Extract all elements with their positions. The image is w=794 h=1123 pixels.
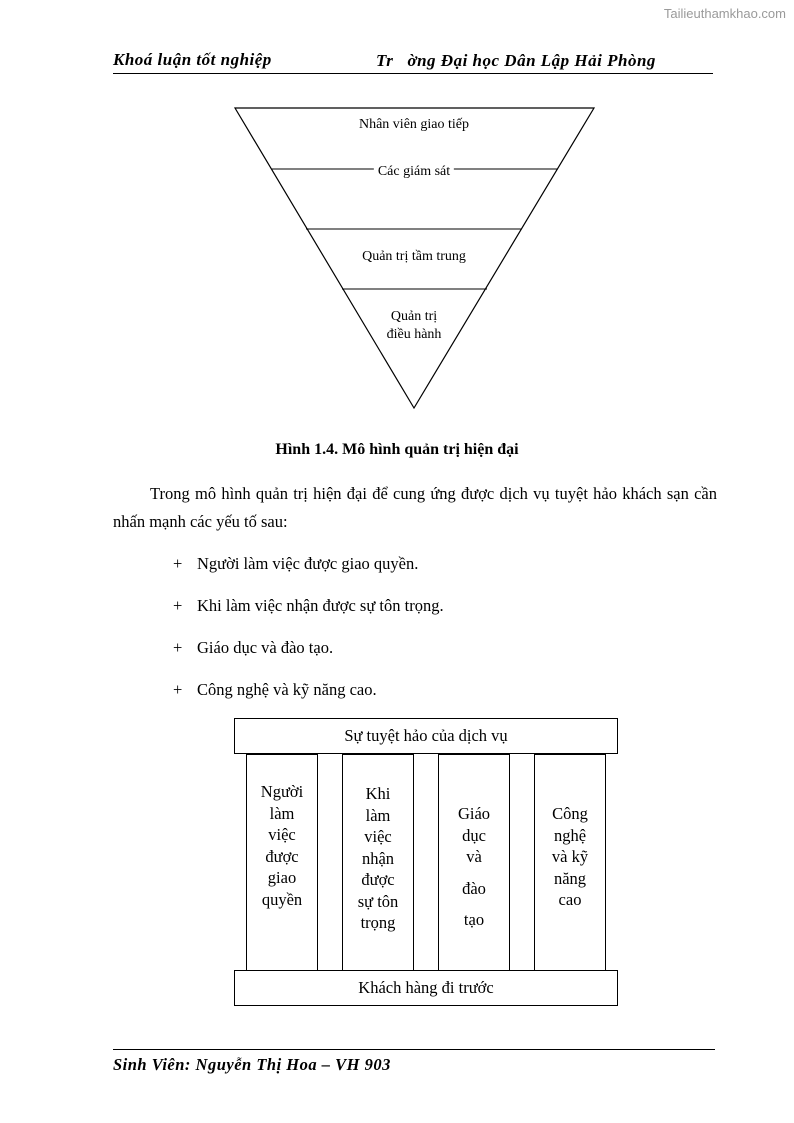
pillar-empowerment: Người làm việc được giao quyền	[246, 754, 318, 971]
pyramid-level-frontline: Nhân viên giao tiếp	[355, 116, 473, 134]
pyramid-level-executive-line1: Quản trị	[387, 308, 441, 326]
pyramid-level-middle-management: Quản trị tầm trung	[358, 248, 470, 266]
bullet-symbol: +	[173, 680, 183, 699]
bullet-text: Giáo dục và đào tạo.	[197, 638, 334, 657]
bullet-symbol: +	[173, 554, 183, 573]
bullet-item	[173, 680, 377, 700]
bullet-symbol: +	[173, 596, 183, 615]
bullet-symbol: +	[173, 638, 183, 657]
temple-roof: Sự tuyệt hảo của dịch vụ	[234, 718, 618, 754]
header-university: Trờng Đại học Dân Lập Hải Phòng	[376, 51, 656, 70]
bullet-item	[173, 554, 418, 574]
bullet-text: Công nghệ và kỹ năng cao.	[197, 680, 377, 699]
header-thesis-title: Khoá luận tốt nghiệp	[113, 50, 272, 69]
bullet-item	[173, 596, 444, 616]
pyramid-level-executive-line2: điều hành	[383, 326, 446, 344]
pyramid-level-supervisors: Các giám sát	[374, 163, 454, 181]
footer-rule	[113, 1049, 715, 1050]
watermark: Tailieuthamkhao.com	[663, 6, 786, 21]
figure-caption: Hình 1.4. Mô hình quản trị hiện đại	[275, 441, 519, 458]
bullet-text: Người làm việc được giao quyền.	[197, 554, 419, 573]
pillar-respect: Khi làm việc nhận được sự tôn trọng	[342, 754, 414, 971]
bullet-text: Khi làm việc nhận được sự tôn trọng.	[197, 596, 444, 615]
body-paragraph: Trong mô hình quản trị hiện đại để cung ứng được dịch vụ tuyệt hảo khách sạn cần nhấn mạnh các yếu tố sau:	[113, 484, 717, 531]
bullet-item	[173, 638, 333, 658]
pillar-technology: Công nghệ và kỹ năng cao	[534, 754, 606, 971]
inverted-pyramid-diagram	[0, 0, 794, 420]
footer-student: Sinh Viên: Nguyễn Thị Hoa – VH 903	[113, 1055, 391, 1074]
pillar-education: Giáo dục và đào tạo	[438, 754, 510, 971]
temple-base: Khách hàng đi trước	[234, 970, 618, 1006]
